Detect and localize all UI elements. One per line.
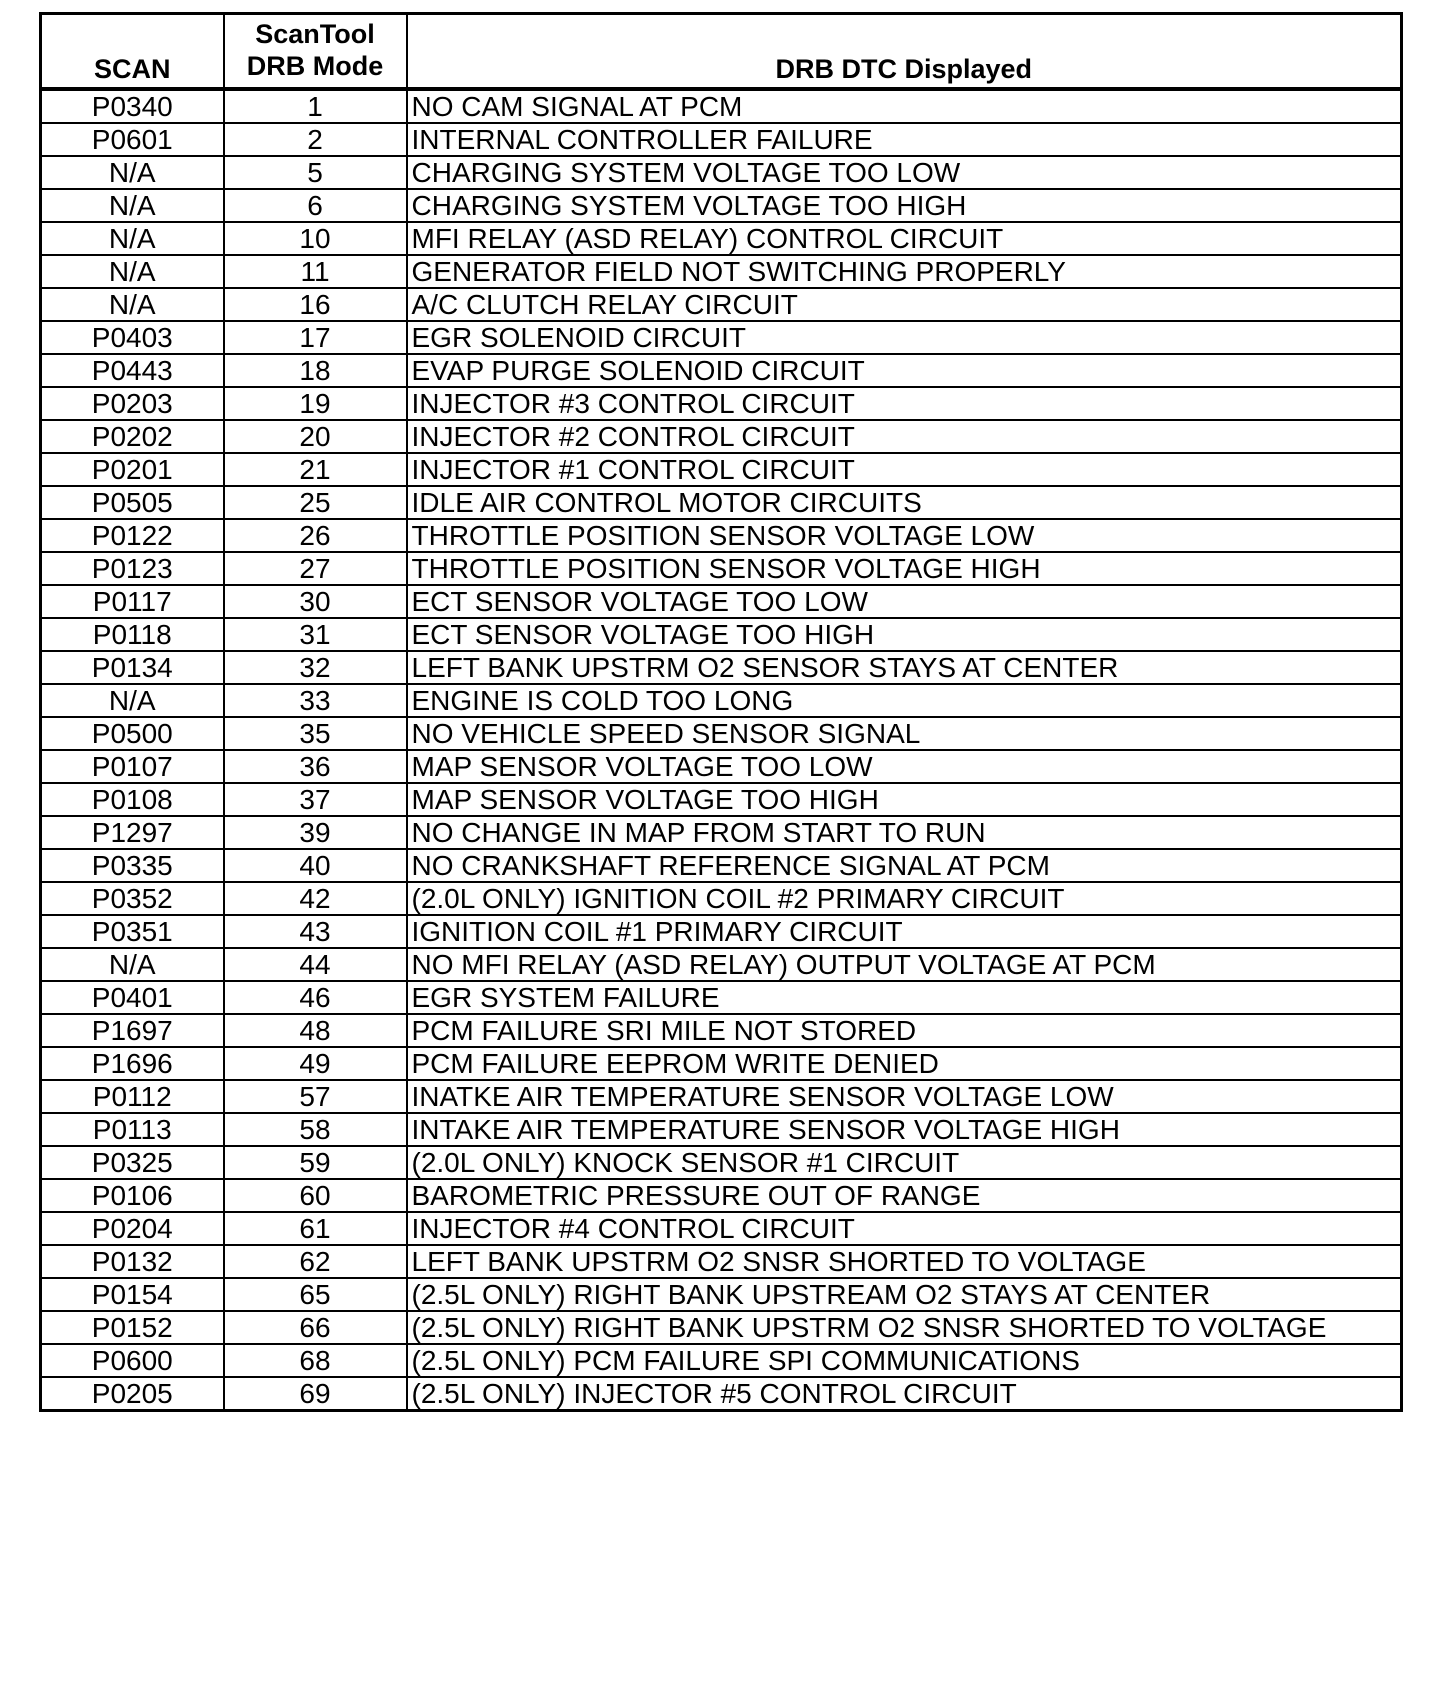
cell-scan-code: P0132 <box>41 1245 224 1278</box>
cell-dtc-description: INJECTOR #2 CONTROL CIRCUIT <box>407 420 1402 453</box>
cell-drb-mode: 39 <box>224 816 407 849</box>
table-row <box>41 882 1402 915</box>
cell-dtc-description: A/C CLUTCH RELAY CIRCUIT <box>407 288 1402 321</box>
cell-drb-mode: 26 <box>224 519 407 552</box>
table-row <box>41 156 1402 189</box>
table-row <box>41 420 1402 453</box>
cell-drb-mode: 68 <box>224 1344 407 1377</box>
cell-dtc-description: ENGINE IS COLD TOO LONG <box>407 684 1402 717</box>
table-row <box>41 783 1402 816</box>
table-row <box>41 981 1402 1014</box>
cell-scan-code: P0403 <box>41 321 224 354</box>
cell-scan-code: P0340 <box>41 89 224 123</box>
table-row <box>41 1344 1402 1377</box>
cell-drb-mode: 1 <box>224 89 407 123</box>
table-row <box>41 519 1402 552</box>
cell-drb-mode: 60 <box>224 1179 407 1212</box>
cell-scan-code: P0204 <box>41 1212 224 1245</box>
cell-scan-code: P1297 <box>41 816 224 849</box>
cell-dtc-description: THROTTLE POSITION SENSOR VOLTAGE LOW <box>407 519 1402 552</box>
table-row <box>41 1014 1402 1047</box>
header-drb-mode-line2: DRB Mode <box>246 51 384 81</box>
cell-dtc-description: NO CRANKSHAFT REFERENCE SIGNAL AT PCM <box>407 849 1402 882</box>
table-row <box>41 1377 1402 1411</box>
cell-drb-mode: 49 <box>224 1047 407 1080</box>
table-body <box>41 89 1402 1411</box>
cell-scan-code: P0122 <box>41 519 224 552</box>
cell-scan-code: N/A <box>41 684 224 717</box>
cell-scan-code: P0335 <box>41 849 224 882</box>
cell-scan-code: P0443 <box>41 354 224 387</box>
cell-scan-code: P0352 <box>41 882 224 915</box>
cell-dtc-description: INJECTOR #1 CONTROL CIRCUIT <box>407 453 1402 486</box>
cell-scan-code: P0107 <box>41 750 224 783</box>
table-row <box>41 222 1402 255</box>
cell-dtc-description: MFI RELAY (ASD RELAY) CONTROL CIRCUIT <box>407 222 1402 255</box>
cell-scan-code: P1697 <box>41 1014 224 1047</box>
cell-drb-mode: 43 <box>224 915 407 948</box>
cell-scan-code: P0108 <box>41 783 224 816</box>
cell-scan-code: P0202 <box>41 420 224 453</box>
table-row <box>41 816 1402 849</box>
cell-drb-mode: 57 <box>224 1080 407 1113</box>
table-row <box>41 321 1402 354</box>
cell-drb-mode: 27 <box>224 552 407 585</box>
cell-drb-mode: 66 <box>224 1311 407 1344</box>
cell-drb-mode: 69 <box>224 1377 407 1411</box>
table-row <box>41 1113 1402 1146</box>
cell-dtc-description: LEFT BANK UPSTRM O2 SENSOR STAYS AT CENTER <box>407 651 1402 684</box>
table-row <box>41 1311 1402 1344</box>
cell-drb-mode: 65 <box>224 1278 407 1311</box>
cell-scan-code: P0601 <box>41 123 224 156</box>
cell-scan-code: P0203 <box>41 387 224 420</box>
cell-dtc-description: MAP SENSOR VOLTAGE TOO HIGH <box>407 783 1402 816</box>
cell-drb-mode: 35 <box>224 717 407 750</box>
cell-scan-code: P0154 <box>41 1278 224 1311</box>
cell-scan-code: P0106 <box>41 1179 224 1212</box>
cell-scan-code: P0505 <box>41 486 224 519</box>
cell-scan-code: P0134 <box>41 651 224 684</box>
cell-drb-mode: 62 <box>224 1245 407 1278</box>
table-row <box>41 1245 1402 1278</box>
cell-dtc-description: (2.0L ONLY) KNOCK SENSOR #1 CIRCUIT <box>407 1146 1402 1179</box>
cell-dtc-description: (2.0L ONLY) IGNITION COIL #2 PRIMARY CIRCUIT <box>407 882 1402 915</box>
cell-dtc-description: PCM FAILURE EEPROM WRITE DENIED <box>407 1047 1402 1080</box>
cell-scan-code: P0112 <box>41 1080 224 1113</box>
cell-scan-code: P0118 <box>41 618 224 651</box>
cell-dtc-description: INJECTOR #3 CONTROL CIRCUIT <box>407 387 1402 420</box>
cell-dtc-description: INTERNAL CONTROLLER FAILURE <box>407 123 1402 156</box>
cell-drb-mode: 59 <box>224 1146 407 1179</box>
cell-dtc-description: CHARGING SYSTEM VOLTAGE TOO HIGH <box>407 189 1402 222</box>
cell-dtc-description: LEFT BANK UPSTRM O2 SNSR SHORTED TO VOLTAGE <box>407 1245 1402 1278</box>
dtc-table <box>39 12 1403 1412</box>
cell-dtc-description: EGR SOLENOID CIRCUIT <box>407 321 1402 354</box>
table-row <box>41 585 1402 618</box>
cell-drb-mode: 11 <box>224 255 407 288</box>
cell-scan-code: N/A <box>41 288 224 321</box>
cell-scan-code: P0117 <box>41 585 224 618</box>
cell-dtc-description: ECT SENSOR VOLTAGE TOO LOW <box>407 585 1402 618</box>
table-row <box>41 849 1402 882</box>
cell-drb-mode: 25 <box>224 486 407 519</box>
cell-drb-mode: 33 <box>224 684 407 717</box>
cell-scan-code: P0500 <box>41 717 224 750</box>
cell-drb-mode: 42 <box>224 882 407 915</box>
table-row <box>41 288 1402 321</box>
cell-dtc-description: ECT SENSOR VOLTAGE TOO HIGH <box>407 618 1402 651</box>
cell-drb-mode: 32 <box>224 651 407 684</box>
table-row <box>41 453 1402 486</box>
cell-dtc-description: MAP SENSOR VOLTAGE TOO LOW <box>407 750 1402 783</box>
table-row <box>41 255 1402 288</box>
cell-drb-mode: 20 <box>224 420 407 453</box>
cell-scan-code: P0205 <box>41 1377 224 1411</box>
cell-drb-mode: 6 <box>224 189 407 222</box>
cell-dtc-description: INJECTOR #4 CONTROL CIRCUIT <box>407 1212 1402 1245</box>
cell-drb-mode: 5 <box>224 156 407 189</box>
cell-drb-mode: 46 <box>224 981 407 1014</box>
cell-scan-code: P0600 <box>41 1344 224 1377</box>
cell-dtc-description: INATKE AIR TEMPERATURE SENSOR VOLTAGE LOW <box>407 1080 1402 1113</box>
cell-dtc-description: IDLE AIR CONTROL MOTOR CIRCUITS <box>407 486 1402 519</box>
cell-scan-code: N/A <box>41 189 224 222</box>
cell-dtc-description: INTAKE AIR TEMPERATURE SENSOR VOLTAGE HIGH <box>407 1113 1402 1146</box>
cell-dtc-description: CHARGING SYSTEM VOLTAGE TOO LOW <box>407 156 1402 189</box>
table-row <box>41 1080 1402 1113</box>
cell-dtc-description: (2.5L ONLY) INJECTOR #5 CONTROL CIRCUIT <box>407 1377 1402 1411</box>
cell-scan-code: P0123 <box>41 552 224 585</box>
table-row <box>41 684 1402 717</box>
cell-drb-mode: 48 <box>224 1014 407 1047</box>
table-row <box>41 1047 1402 1080</box>
table-row <box>41 618 1402 651</box>
header-row <box>41 14 1402 90</box>
cell-scan-code: N/A <box>41 222 224 255</box>
cell-dtc-description: (2.5L ONLY) PCM FAILURE SPI COMMUNICATIONS <box>407 1344 1402 1377</box>
cell-drb-mode: 37 <box>224 783 407 816</box>
table-row <box>41 750 1402 783</box>
table-row <box>41 552 1402 585</box>
table-row <box>41 1212 1402 1245</box>
cell-drb-mode: 16 <box>224 288 407 321</box>
cell-drb-mode: 58 <box>224 1113 407 1146</box>
cell-dtc-description: THROTTLE POSITION SENSOR VOLTAGE HIGH <box>407 552 1402 585</box>
table-row <box>41 387 1402 420</box>
header-scan: SCAN <box>41 14 224 90</box>
cell-dtc-description: NO VEHICLE SPEED SENSOR SIGNAL <box>407 717 1402 750</box>
cell-scan-code: P0351 <box>41 915 224 948</box>
cell-dtc-description: BAROMETRIC PRESSURE OUT OF RANGE <box>407 1179 1402 1212</box>
cell-scan-code: N/A <box>41 255 224 288</box>
table-row <box>41 1179 1402 1212</box>
table-row <box>41 915 1402 948</box>
table-row <box>41 89 1402 123</box>
cell-drb-mode: 2 <box>224 123 407 156</box>
cell-drb-mode: 17 <box>224 321 407 354</box>
cell-scan-code: P0325 <box>41 1146 224 1179</box>
cell-drb-mode: 40 <box>224 849 407 882</box>
cell-scan-code: P0401 <box>41 981 224 1014</box>
cell-drb-mode: 36 <box>224 750 407 783</box>
cell-dtc-description: GENERATOR FIELD NOT SWITCHING PROPERLY <box>407 255 1402 288</box>
cell-drb-mode: 21 <box>224 453 407 486</box>
table-row <box>41 1278 1402 1311</box>
table-header <box>41 14 1402 90</box>
table-row <box>41 948 1402 981</box>
cell-scan-code: P0113 <box>41 1113 224 1146</box>
cell-drb-mode: 44 <box>224 948 407 981</box>
cell-drb-mode: 30 <box>224 585 407 618</box>
cell-dtc-description: EVAP PURGE SOLENOID CIRCUIT <box>407 354 1402 387</box>
table-row <box>41 354 1402 387</box>
header-dtc-displayed: DRB DTC Displayed <box>407 14 1402 90</box>
cell-scan-code: P0201 <box>41 453 224 486</box>
cell-dtc-description: PCM FAILURE SRI MILE NOT STORED <box>407 1014 1402 1047</box>
cell-dtc-description: IGNITION COIL #1 PRIMARY CIRCUIT <box>407 915 1402 948</box>
cell-drb-mode: 19 <box>224 387 407 420</box>
cell-scan-code: P0152 <box>41 1311 224 1344</box>
cell-scan-code: N/A <box>41 156 224 189</box>
cell-drb-mode: 18 <box>224 354 407 387</box>
cell-dtc-description: NO MFI RELAY (ASD RELAY) OUTPUT VOLTAGE AT PCM <box>407 948 1402 981</box>
cell-scan-code: P1696 <box>41 1047 224 1080</box>
table-row <box>41 486 1402 519</box>
cell-dtc-description: (2.5L ONLY) RIGHT BANK UPSTRM O2 SNSR SHORTED TO VOLTAGE <box>407 1311 1402 1344</box>
table-row <box>41 717 1402 750</box>
cell-dtc-description: NO CAM SIGNAL AT PCM <box>407 89 1402 123</box>
cell-scan-code: N/A <box>41 948 224 981</box>
table-row <box>41 123 1402 156</box>
cell-dtc-description: (2.5L ONLY) RIGHT BANK UPSTREAM O2 STAYS AT CENTER <box>407 1278 1402 1311</box>
table-row <box>41 189 1402 222</box>
cell-drb-mode: 61 <box>224 1212 407 1245</box>
cell-dtc-description: EGR SYSTEM FAILURE <box>407 981 1402 1014</box>
cell-drb-mode: 31 <box>224 618 407 651</box>
table-row <box>41 651 1402 684</box>
cell-drb-mode: 10 <box>224 222 407 255</box>
table-row <box>41 1146 1402 1179</box>
header-drb-mode-line1: ScanTool <box>255 19 375 49</box>
header-drb-mode <box>224 14 407 90</box>
cell-dtc-description: NO CHANGE IN MAP FROM START TO RUN <box>407 816 1402 849</box>
